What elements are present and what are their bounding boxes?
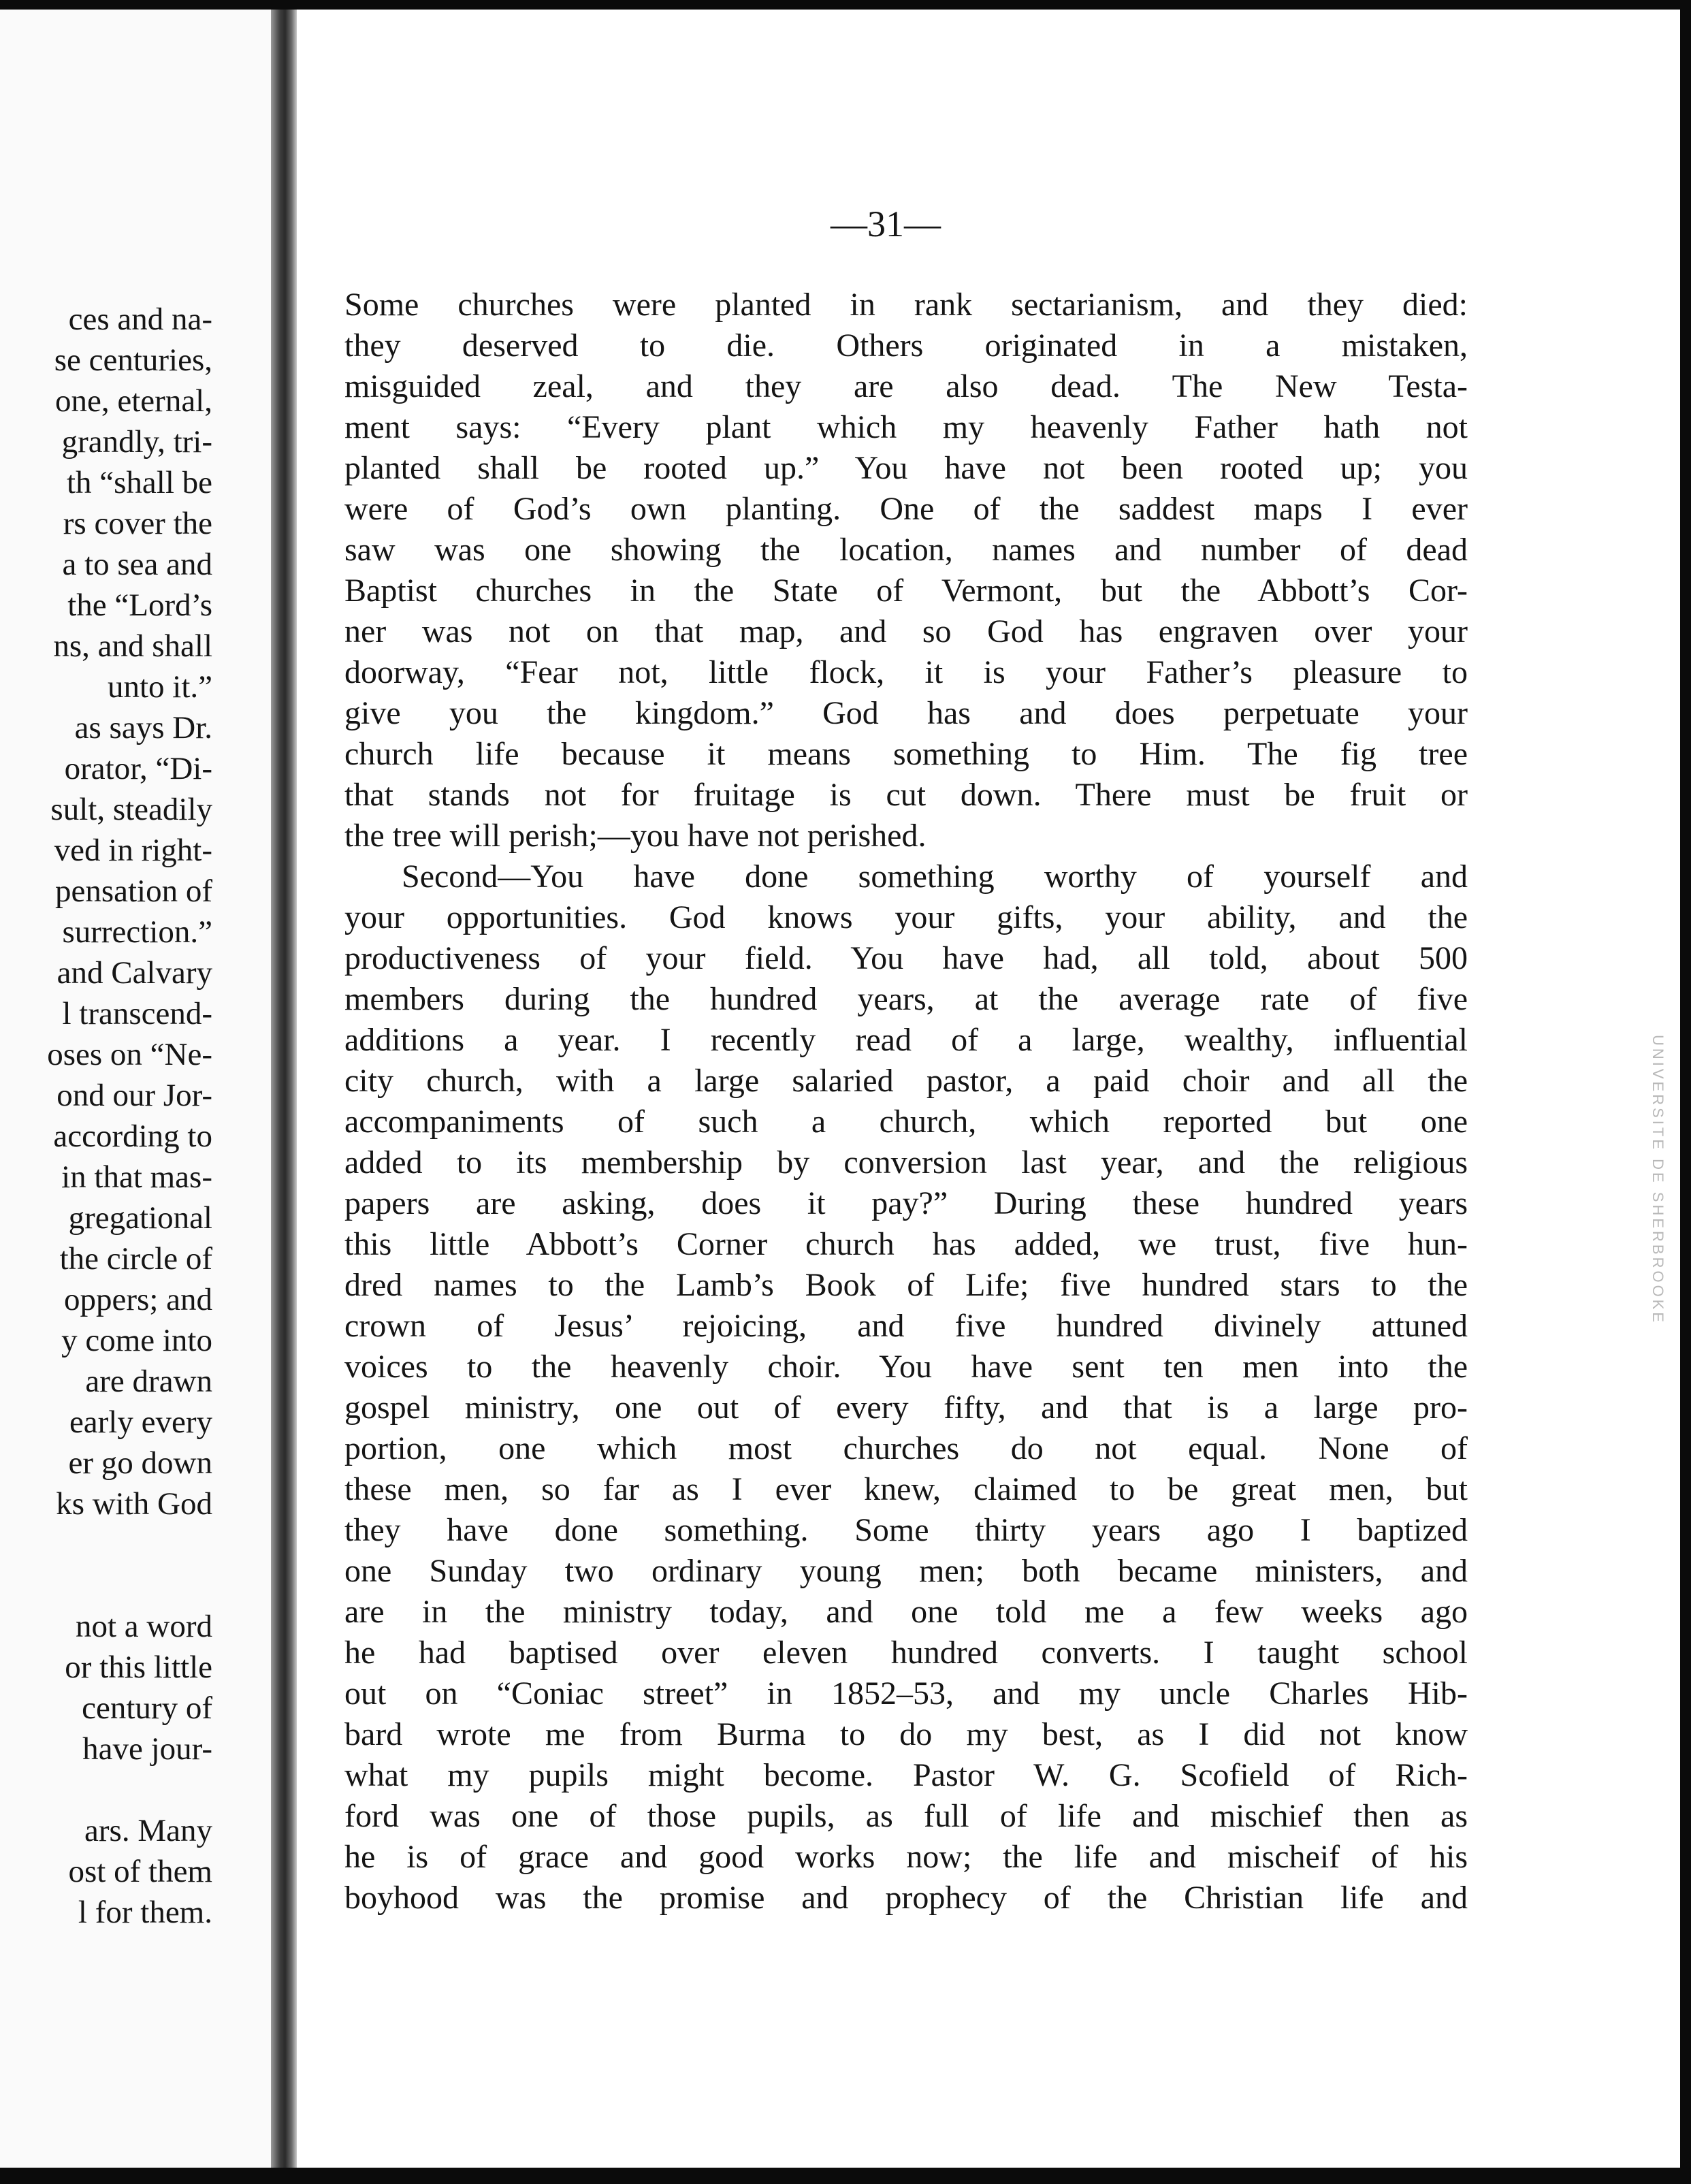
- prev-line: ved in right-: [54, 833, 212, 868]
- text-line: Baptist churches in the State of Vermont, but the Abbott’s Cor-: [344, 573, 1468, 609]
- text-line: misguided zeal, and they are also dead. The New Testa-: [344, 368, 1468, 404]
- text-line: your opportunities. God knows your gifts, your ability, and the: [344, 899, 1468, 935]
- text-line: accompaniments of such a church, which reported but one: [344, 1104, 1468, 1140]
- text-line: crown of Jesus’ rejoicing, and five hundred divinely attuned: [344, 1308, 1468, 1344]
- prev-line: century of: [82, 1690, 212, 1726]
- prev-line: ks with God: [56, 1486, 212, 1522]
- text-line: were of God’s own planting. One of the saddest maps I ever: [344, 491, 1468, 527]
- text-line: he is of grace and good works now; the life and mischeif of his: [344, 1839, 1468, 1875]
- prev-line: y come into: [61, 1323, 212, 1358]
- prev-line: pensation of: [54, 873, 212, 909]
- text-line: the tree will perish;—you have not perished.: [344, 818, 927, 854]
- text-line: they have done something. Some thirty years ago I baptized: [344, 1512, 1468, 1548]
- text-line: planted shall be rooted up.” You have not been rooted up; you: [344, 450, 1468, 486]
- prev-line: ars. Many: [84, 1813, 212, 1848]
- scan-border-top: [0, 0, 1691, 10]
- prev-line: sult, steadily: [50, 792, 212, 827]
- prev-line: in that mas-: [61, 1159, 212, 1195]
- prev-line: l for them.: [78, 1895, 212, 1930]
- prev-line: gregational: [68, 1200, 212, 1236]
- text-line: he had baptised over eleven hundred converts. I taught school: [344, 1635, 1468, 1671]
- book-spine-gutter: [271, 10, 297, 2168]
- text-line: gospel ministry, one out of every fifty, and that is a large pro-: [344, 1390, 1468, 1426]
- text-line: ner was not on that map, and so God has engraven over your: [344, 613, 1468, 649]
- text-line: they deserved to die. Others originated in a mistaken,: [344, 327, 1468, 364]
- prev-line: the circle of: [59, 1241, 212, 1276]
- prev-line: early every: [69, 1404, 212, 1440]
- text-line: out on “Coniac street” in 1852–53, and my uncle Charles Hib-: [344, 1675, 1468, 1712]
- scan-border-right: [1680, 0, 1691, 2184]
- text-line: members during the hundred years, at the average rate of five: [344, 981, 1468, 1017]
- prev-line: one, eternal,: [55, 383, 212, 419]
- prev-line: as says Dr.: [74, 710, 212, 745]
- prev-line: unto it.”: [107, 669, 212, 705]
- scan-border-bottom: [0, 2168, 1691, 2184]
- prev-line: se centuries,: [54, 342, 212, 378]
- prev-line: ns, and shall: [53, 628, 212, 664]
- text-line: these men, so far as I ever knew, claimed to be great men, but: [344, 1471, 1468, 1507]
- text-line: voices to the heavenly choir. You have sent ten men into the: [344, 1349, 1468, 1385]
- prev-line: grandly, tri-: [61, 424, 212, 460]
- text-line: portion, one which most churches do not equal. None of: [344, 1430, 1468, 1466]
- prev-line: the “Lord’s: [67, 588, 212, 623]
- text-line: dred names to the Lamb’s Book of Life; five hundred stars to the: [344, 1267, 1468, 1303]
- page-number: —31—: [831, 204, 941, 244]
- prev-line: or this little: [65, 1650, 212, 1685]
- text-line: give you the kingdom.” God has and does perpetuate your: [344, 695, 1468, 731]
- prev-line: ost of them: [68, 1854, 212, 1889]
- text-line: Some churches were planted in rank sectarianism, and they died:: [344, 287, 1468, 323]
- prev-line: not a word: [75, 1609, 212, 1644]
- prev-line: th “shall be: [66, 465, 212, 500]
- text-line: are in the ministry today, and one told me a few weeks ago: [344, 1594, 1468, 1630]
- prev-line: and Calvary: [57, 955, 212, 991]
- text-line: ford was one of those pupils, as full of life and mischief then as: [344, 1798, 1468, 1834]
- paragraph-start-line: Second—You have done something worthy of yourself and: [402, 858, 1468, 895]
- text-line: saw was one showing the location, names and number of dead: [344, 532, 1468, 568]
- prev-line: oppers; and: [64, 1282, 212, 1317]
- prev-line: rs cover the: [63, 506, 212, 541]
- prev-line: according to: [53, 1119, 212, 1154]
- text-line: bard wrote me from Burma to do my best, as I did not know: [344, 1716, 1468, 1752]
- margin-bleed-through-text: UNIVERSITE DE SHERBROOKE: [1649, 1035, 1666, 1326]
- prev-line: oses on “Ne-: [47, 1037, 212, 1072]
- text-line: ment says: “Every plant which my heavenly Father hath not: [344, 409, 1468, 445]
- text-line: church life because it means something to Him. The fig tree: [344, 736, 1468, 772]
- text-line: added to its membership by conversion last year, and the religious: [344, 1144, 1468, 1181]
- prev-line: surrection.”: [62, 914, 212, 950]
- prev-line: er go down: [68, 1445, 212, 1481]
- text-line: doorway, “Fear not, little flock, it is your Father’s pleasure to: [344, 654, 1468, 690]
- text-line: one Sunday two ordinary young men; both became ministers, and: [344, 1553, 1468, 1589]
- prev-line: have jour-: [82, 1731, 212, 1767]
- text-line: what my pupils might become. Pastor W. G. Scofield of Rich-: [344, 1757, 1468, 1793]
- prev-line: are drawn: [85, 1364, 212, 1399]
- prev-line: ond our Jor-: [57, 1078, 212, 1113]
- text-line: this little Abbott’s Corner church has added, we trust, five hun-: [344, 1226, 1468, 1262]
- text-line: additions a year. I recently read of a large, wealthy, influential: [344, 1022, 1468, 1058]
- text-line: boyhood was the promise and prophecy of the Christian life and: [344, 1880, 1468, 1916]
- text-line: productiveness of your field. You have had, all told, about 500: [344, 940, 1468, 976]
- prev-line: a to sea and: [62, 547, 212, 582]
- text-line: city church, with a large salaried pastor, a paid choir and all the: [344, 1063, 1468, 1099]
- prev-line: ces and na-: [68, 302, 212, 337]
- text-line: that stands not for fruitage is cut down. There must be fruit or: [344, 777, 1468, 813]
- previous-page-fragment: [0, 10, 271, 2168]
- prev-line: orator, “Di-: [64, 751, 212, 786]
- text-line: papers are asking, does it pay?” During these hundred years: [344, 1185, 1468, 1221]
- prev-line: l transcend-: [62, 996, 212, 1031]
